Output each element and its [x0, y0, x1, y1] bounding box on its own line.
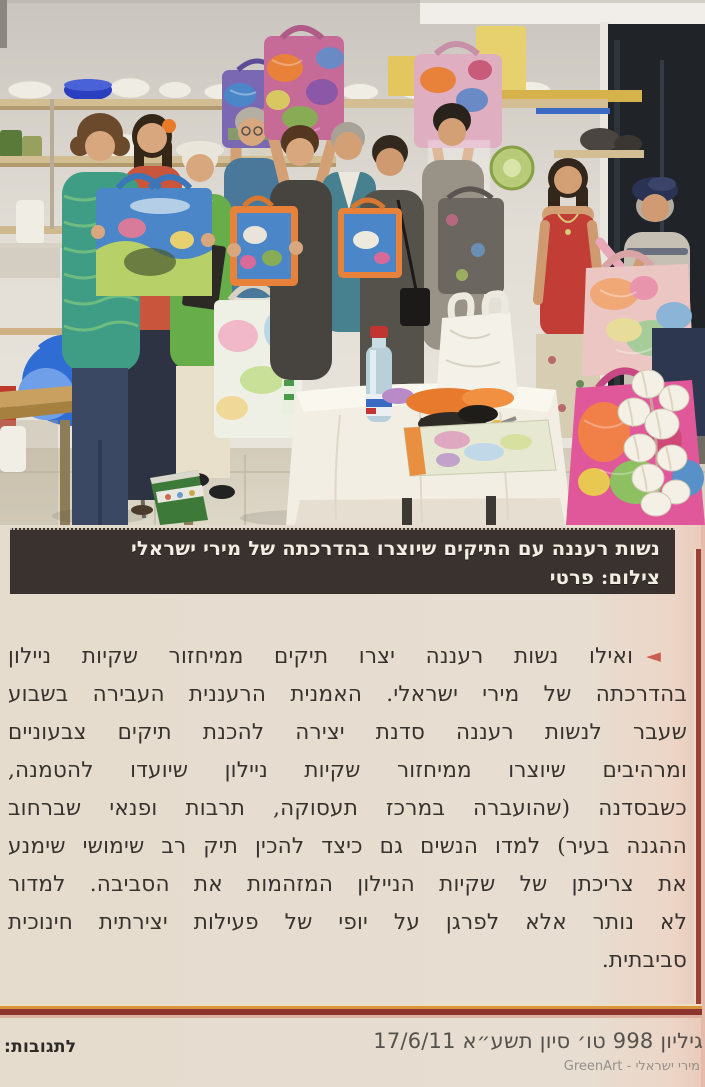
article-clipping [0, 525, 705, 1087]
responses-label: לתגובות: [4, 1037, 77, 1057]
bag-orange-frame-2 [338, 200, 402, 278]
issue-date-line: גיליון 998 טו׳ סיון תשע״א 17/6/11 [373, 1029, 703, 1053]
gray-textured-bag [438, 189, 504, 294]
article-line: את צריכתן של שקיות הניילון המזהמות את הסביבה. למדור [8, 872, 687, 897]
article-line [8, 637, 687, 676]
white-jar [0, 426, 26, 472]
article-body [8, 637, 687, 980]
pointer-arrow-icon: ◄ [646, 645, 661, 667]
bag-blue-landscape [91, 176, 215, 296]
page-edge-tint [701, 525, 705, 1087]
workshop-photo [0, 0, 705, 525]
green-book [150, 470, 208, 525]
caption-line-1: נשות רעננה עם התיקים שיוצרו בהדרכתה של מירי ישראלי [130, 537, 660, 560]
article-text: ואילו נשות רעננה יצרו תיקים ממיחזור שקיות ניילון [8, 644, 634, 669]
felt-sheet [404, 420, 556, 476]
white-jug [16, 200, 44, 244]
photo-caption [10, 528, 675, 594]
article-line: סביבתית. [601, 948, 687, 973]
article-line: שעבר לנשות רעננה סדנת יצירה להכנת תיקים צבעוניים [8, 720, 687, 745]
article-line: בהדרכתה של מירי ישראלי. האמנית הרעננית העבירה בשבוע [8, 682, 687, 707]
article-border-bottom [0, 1004, 702, 1018]
small-black-bag [400, 288, 430, 326]
bag-orange-frame-1 [227, 198, 303, 286]
article-line: כשבסדנה (שהועברה במרכז תעסוקה, תרבות ופנאי שברחוב [8, 796, 687, 821]
article-line: ומרהיבים שיוצרו ממיחזור שקיות ניילון שיועדו להטמנה, [8, 758, 687, 783]
article-border-right [696, 549, 701, 1015]
caption-line-2: צילום: פרטי [549, 566, 660, 589]
credit-line: מירי ישראלי - GreenArt [563, 1059, 700, 1074]
article-line: לא נותר אלא לפרגן על יופי של פעילות יצירתית חינוכית [8, 910, 687, 935]
article-line: ההגנה בעיר) למדו הנשים גם כיצד להכין תיק רב שימושי שימנע [8, 834, 687, 859]
